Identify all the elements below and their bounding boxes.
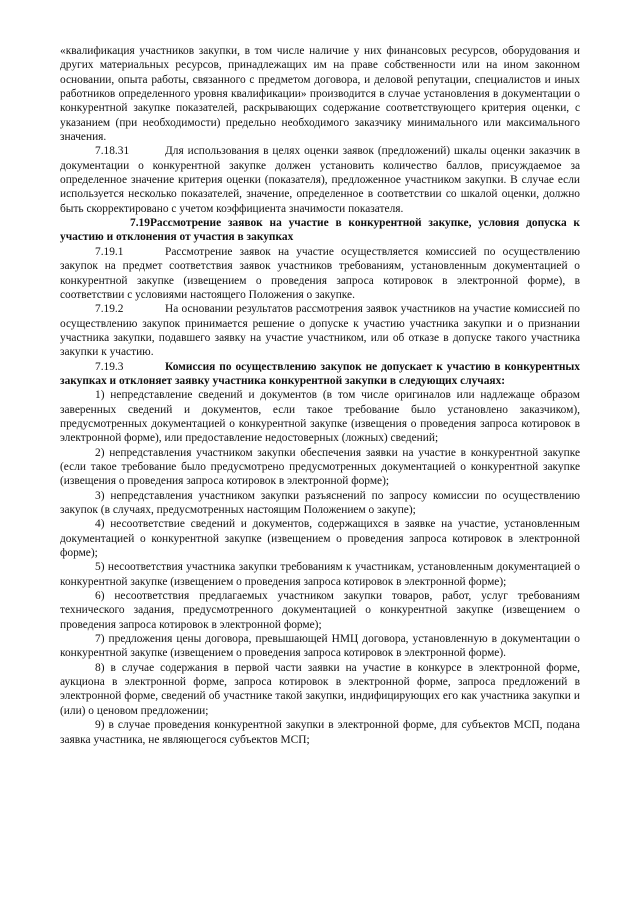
- list-item-1: 1) непредставление сведений и документов (в том числе оригиналов или надлежаще образом заверенных сведений и документов, если такое требование было установлено заказчиком), предусмотренных документацией о конкурентной закупке (извещения о проведения запроса котировок в электронной форме), или предоставление недостоверных (ложных) сведений;: [60, 389, 580, 445]
- clause-text: Для использования в целях оценки заявок (предложений) шкалы оценки заказчик в документации о конкурентной закупке должен установить количество баллов, присуждаемое за определенное значение критерия оценки (показателя), предложенное участником закупки. В случае если используется несколько показателей, значение, определенное в соответствии со шкалой оценки, должно быть скорректировано с учетом коэффициента значимости показателя.: [60, 145, 580, 215]
- list-item-7: 7) предложения цены договора, превышающей НМЦ договора, установленную в документации о конкурентной закупке (извещением о проведения запроса котировок в электронной форме).: [60, 633, 580, 660]
- section-title: Рассмотрение заявок на участие в конкурентной закупке, условия допуска к участию и отклонения от участия в закупках: [60, 217, 580, 244]
- list-item-4: 4) несоответствие сведений и документов, содержащихся в заявке на участие, установленным документацией о конкурентной закупке (извещением о проведения запроса котировок в электронной форме);: [60, 518, 580, 560]
- list-item-8: 8) в случае содержания в первой части заявки на участие в конкурсе в электронной форме, аукциона в электронной форме, запроса котировок в электронной форме, запроса предложений в электронной форме, сведений об участнике такой закупки, индифицирующих его как участника закупки и (или) о ценовом предложении;: [60, 661, 580, 717]
- section-number: 7.19: [130, 217, 150, 230]
- clause-text: На основании результатов рассмотрения заявок участников на участие комиссией по осуществлению закупок принимается решение о допуске к участию участника закупки и о признании участника закупки, подавшего заявку на участие участником, или об отказе в допуске такого участника закупки к участию.: [60, 303, 580, 359]
- list-item-6: 6) несоответствия предлагаемых участником закупки товаров, работ, услуг требованиям технического задания, предусмотренного документацией о конкурентной закупке (извещением о проведения запроса котировок в электронной форме);: [60, 590, 580, 631]
- clause-text-bold: Комиссия по осуществлению закупок не допускает к участию в конкурентных закупках и отклоняет заявку участника конкурентной закупки в следующих случаях:: [60, 360, 580, 387]
- document-body: [60, 44, 580, 747]
- section-heading-7-19: [60, 216, 580, 245]
- paragraph-7-19-1: [60, 245, 580, 302]
- list-item-9: 9) в случае проведения конкурентной закупки в электронной форме, для субъектов МСП, подана заявка участника, не являющегося субъектов МСП;: [60, 719, 580, 746]
- list-item-2: 2) непредставления участником закупки обеспечения заявки на участие в конкурентной закупке (если такое требование было предусмотрено предусмотренных документацией о конкурентной закупке (извещения о проведения запроса котировок в электронной форме);: [60, 446, 580, 488]
- list-item-3: 3) непредставления участником закупки разъяснений по запросу комиссии по осуществлению закупок (в случаях, предусмотренных настоящим Положением о закупе);: [60, 489, 580, 516]
- clause-text: Рассмотрение заявок на участие осуществляется комиссией по осуществлению закупок на предмет соответствия заявок участников требованиям, установленным документацией о конкурентной закупке (извещением о проведения запроса котировок в электронной форме), в соответствии с условиями настоящего Положения о закупке.: [60, 245, 580, 301]
- paragraph-7-19-2: [60, 302, 580, 359]
- paragraph-intro: «квалификация участников закупки, в том числе наличие у них финансовых ресурсов, оборудования и других материальных ресурсов, принадлежащих им на праве собственности или на ином законном основании, опыта работы, связанного с предметом договора, и деловой репутации, специалистов и иных работников определенного уровня квалификации» производится в случае установления в документации о конкурентной закупке показателей, раскрывающих содержание соответствующего критерия оценки, с указанием (при необходимости) предельно необходимого заказчику минимального или максимального значения.: [60, 45, 580, 144]
- paragraph-7-18-31: [60, 144, 580, 216]
- clause-number: 7.19.2: [95, 303, 124, 316]
- clause-number: 7.18.31: [95, 145, 130, 158]
- paragraph-7-19-3: [60, 360, 580, 389]
- clause-number: 7.19.3: [95, 360, 124, 373]
- list-item-5: 5) несоответствия участника закупки требованиям к участникам, установленным документацией о конкурентной закупке (извещением о проведения запроса котировок в электронной форме);: [60, 561, 580, 588]
- clause-number: 7.19.1: [95, 245, 124, 258]
